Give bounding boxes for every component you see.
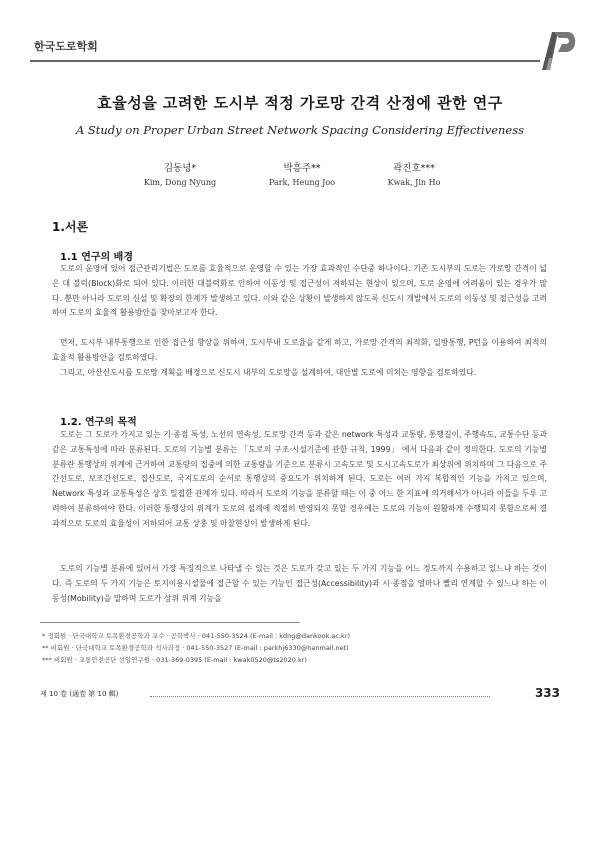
body-paragraph: 도로는 그 도로가 가지고 있는 기·종점 특성, 노선의 연속성, 도로망 간격 등과 같은 network 특성과 교통량, 통행길이, 주행속도, 교통수단 등과 같은 교통특성에 따라 분류된다. 도로의 기능별 분류는 「도로의 구조·시설기준에 관한 규칙, 1999」 에서 다음과 같이 정의한다. 도로의 기능별 분류란 통행상의 위계에 근거하여 교통량의 집중에 의한 교통량을 기준으로 분류시 고속도로 및 도시고속도로가 최상위에 위치하며 그 다음으로 주간선도로, 보조간선도로, 집산도로, 국지도로의 순서로 통행상의 중요도가 위치하게 된다. 도로는 여러 가지 복합적인 기능을 가지고 있으며, Network 특성과 교통특성은 상호 밀접한 관계가 있다. 따라서 도로의 기능을 분류할 때는 이 중 어느 한 지표에 의거해서가 아니라 이들을 두루 고려하여 분류하여야 한다. 이러한 통행상의 위계가 도로의 설계에 적절히 반영되지 못할 경우에는 도로의 기능이 원활하게 수행되지 못함으로써 결과적으로 도로의 효율성이 저하되어 교통 상충 및 마찰현상이 발생하게 된다. bbox=[52, 430, 547, 528]
body-paragraph: 그리고, 아산신도시를 도로망 계획을 배경으로 신도시 내부의 도로망을 설계하여, 대안별 도로에 미치는 영향을 검토하였다. bbox=[60, 368, 477, 377]
subsection-heading: 1.2. 연구의 목적 bbox=[60, 417, 137, 428]
author-name-en: Kwak, Jin Ho bbox=[387, 178, 441, 187]
journal-name: 한국도로학회 bbox=[34, 40, 98, 53]
author-name-kr: 김동녕* bbox=[163, 163, 197, 174]
author-1 bbox=[120, 160, 240, 187]
paper-title-english: A Study on Proper Urban Street Network Spacing Considering Effectiveness bbox=[75, 123, 525, 137]
paper-title-korean: 효율성을 고려한 도시부 적정 가로망 간격 산정에 관한 연구 bbox=[97, 94, 503, 112]
header-rule bbox=[30, 60, 540, 62]
section-heading: 1.서론 bbox=[52, 220, 89, 234]
subsection-heading: 1.1 연구의 배경 bbox=[60, 252, 133, 263]
footnote: *** 비회원 · 교통안전공단 선임연구원 · 031-369-0395 (E-mail : kwak0520@ts2020.kr) bbox=[42, 656, 307, 664]
author-name-kr: 곽진호*** bbox=[393, 163, 435, 174]
dotted-leader bbox=[150, 696, 490, 697]
body-paragraph: 도로의 운영에 있어 접근관리기법은 도로를 효율적으로 운영할 수 있는 가장 효과적인 수단중 하나이다. 기존 도시부의 도로는 가로망 간격이 넓은 대 블럭(Block)화로 되어 있다. 이러한 대블럭화로 인하여 이동성 및 접근성이 저하되는 현상이 있으며, 도로 운영에 어려움이 있는 경우가 많다. 뿐만 아니라 도로의 신설 및 확장의 한계가 발생하고 있다. 이와 같은 상황이 발생하지 않도록 신도시 개발에서 도로의 이동성 및 접근성을 고려하여 도로의 효율적 활용방안을 찾아보고자 한다. bbox=[52, 264, 547, 318]
body-paragraph: 먼저, 도시부 내부통행으로 인한 접근성 향상을 위하여, 도시부내 도로율을 같게 하고, 가로망 간격의 최적화, 일방통행, P턴을 이용하여 최적의 효율적 활용방안을 검토하였다. bbox=[52, 338, 547, 362]
author-name-en: Kim, Dong Nyung bbox=[143, 178, 217, 187]
volume-label: 제 10 卷 (通卷 第 10 輯) bbox=[40, 690, 119, 698]
page-footer bbox=[40, 688, 560, 702]
footnotes bbox=[42, 630, 350, 666]
footnote: * 정회원 · 단국대학교 토목환경공학과 교수 · 공학박사 · 041-550-3524 (E-mail : kdng@dankook.ac.kr) bbox=[42, 632, 351, 640]
author-name-en: Park, Heung Joo bbox=[268, 178, 336, 187]
author-3 bbox=[354, 160, 474, 187]
footnote: ** 비회원 · 단국대학교 토목환경공학과 석사과정 · 041-550-3527 (E-mail : parkhj6330@hanmail.net) bbox=[42, 644, 349, 652]
author-2 bbox=[242, 160, 362, 187]
page-number: 333 bbox=[534, 686, 560, 700]
author-name-kr: 박흥주** bbox=[283, 163, 321, 174]
footnote-rule bbox=[40, 622, 300, 623]
body-paragraph: 도로의 기능별 분류에 있어서 가장 특징적으로 나타낼 수 있는 것은 도로가 갖고 있는 두 가지 기능을 어느 정도까지 수용하고 있느냐 하는 것이다. 즉 도로의 두 가지 기능은 토지이용시설물에 접근할 수 있는 기능인 접근성(Accessibility)과 시·종점을 얼마나 빨리 연계할 수 있느냐 하는 이동성(Mobility)을 말하며 도로가 상위 위계 기능을 bbox=[52, 564, 547, 603]
journal-logo-icon bbox=[538, 30, 578, 72]
